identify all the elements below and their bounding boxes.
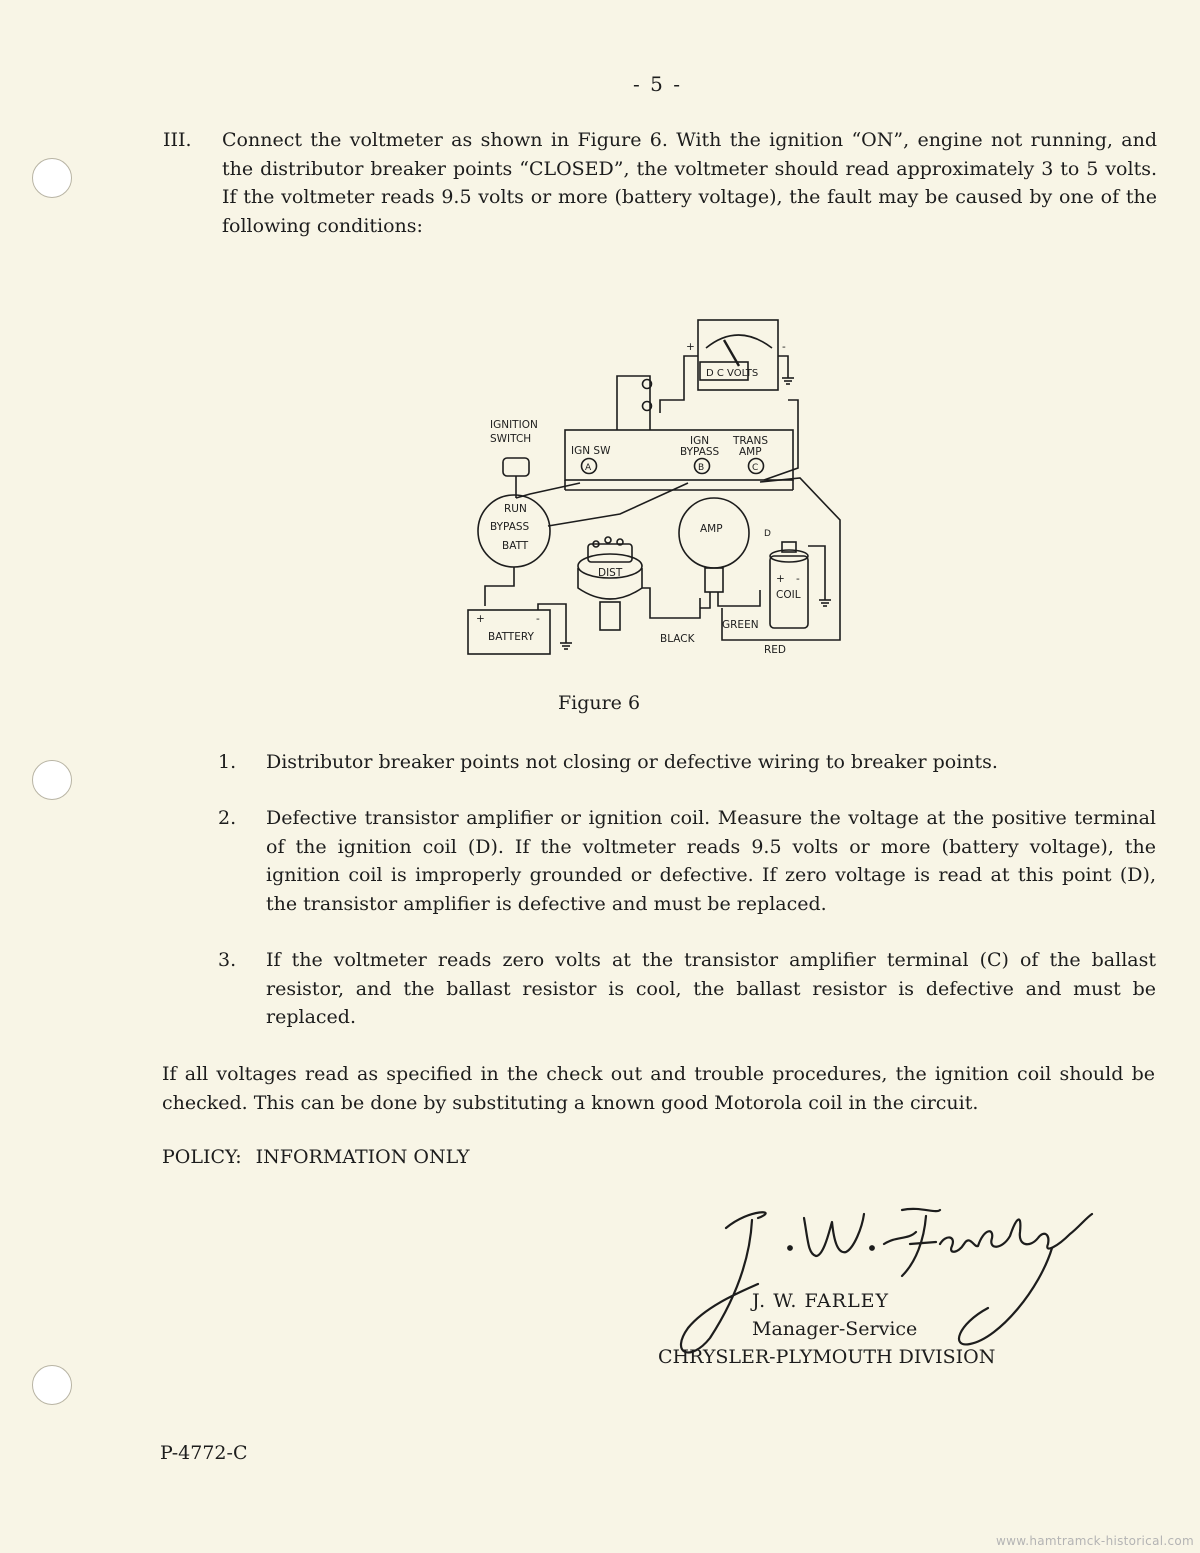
switch-bypass-label: BYPASS xyxy=(490,521,530,533)
coil-ground-wire xyxy=(808,546,825,600)
coil-label: COIL xyxy=(776,589,801,601)
trans-amp-label-1: TRANS xyxy=(733,435,768,447)
switch-batt-label: BATT xyxy=(502,540,529,552)
battery-plus-sign: + xyxy=(476,613,485,625)
ign-bypass-label-1: IGN xyxy=(690,435,710,447)
wire-black-label: BLACK xyxy=(660,633,695,645)
meter-plus-sign: + xyxy=(686,341,695,353)
wire-red-label: RED xyxy=(764,644,787,656)
wiring-diagram-svg xyxy=(460,318,860,668)
ignition-switch-label-1: IGNITION xyxy=(490,419,538,431)
handwritten-signature xyxy=(640,1188,1100,1368)
section-paragraph: Connect the voltmeter as shown in Figure 6. With the ignition “ON”, engine not running, and the distributor breaker points “CLOSED”, the voltmeter should read approximately 3 to 5 volts. If the voltmeter reads 9.5 volts or more (battery voltage), the fault may be caused by one of the following conditions: xyxy=(222,129,1157,237)
condition-text: If the voltmeter reads zero volts at the transistor amplifier terminal (C) of the ballast resistor, and the ballast resistor is cool, the ballast resistor is defective and must be replaced. xyxy=(266,949,1156,1028)
meter-positive-lead xyxy=(660,356,698,413)
punch-hole xyxy=(32,1365,72,1405)
ign-sw-label: IGN SW xyxy=(571,445,611,457)
signatory-title: Manager-Service xyxy=(752,1318,918,1340)
closing-paragraph: If all voltages read as specified in the check out and trouble procedures, the ignition coil should be checked. This can be done by substituting a known good Motorola coil in the circuit. xyxy=(162,1063,1155,1114)
meter-negative-lead xyxy=(778,356,788,378)
punch-hole xyxy=(32,760,72,800)
switch-run-label: RUN xyxy=(504,503,527,515)
signatory-name: J. W. FARLEY xyxy=(752,1290,890,1312)
dist-label: DIST xyxy=(598,567,623,579)
trans-amp-label-2: AMP xyxy=(739,446,762,458)
condition-number: 2. xyxy=(218,807,237,829)
ign-bypass-label-2: BYPASS xyxy=(680,446,720,458)
page-number: - 5 - xyxy=(633,72,682,96)
condition-text: Defective transistor amplifier or ignition coil. Measure the voltage at the positive terminal of the ignition coil (D). If the voltmeter reads 9.5 volts or more (battery voltage), the ignition coil is improperly grounded or defective. If zero voltage is read at this point (D), the transistor amplifier is defective and must be replaced. xyxy=(266,807,1156,915)
meter-scale xyxy=(706,335,772,348)
punch-hole xyxy=(32,158,72,198)
battery-label: BATTERY xyxy=(488,631,534,643)
condition-number: 3. xyxy=(218,949,237,971)
resistor-bracket xyxy=(617,376,650,430)
document-code: P-4772-C xyxy=(160,1442,248,1464)
condition-number: 1. xyxy=(218,751,237,773)
coil-plus-sign: + xyxy=(776,573,785,585)
policy-value: INFORMATION ONLY xyxy=(255,1146,470,1168)
terminal-c-label: C xyxy=(752,463,759,473)
amp-label: AMP xyxy=(700,523,723,535)
ignition-key xyxy=(503,458,529,476)
wiring-diagram xyxy=(460,318,860,668)
condition-text: Distributor breaker points not closing or defective wiring to breaker points. xyxy=(266,751,998,773)
meter-label: D C VOLTS xyxy=(706,368,759,379)
policy-line xyxy=(162,1146,470,1168)
terminal-d-label: D xyxy=(764,529,771,539)
wire-red xyxy=(722,478,840,640)
terminal-b-label: B xyxy=(698,463,705,473)
meter-minus-sign: - xyxy=(782,341,786,353)
terminal-a-label: A xyxy=(585,463,592,473)
policy-label: POLICY: xyxy=(162,1146,242,1168)
wire-green-label: GREEN xyxy=(722,619,759,631)
battery-minus-sign: - xyxy=(536,613,540,625)
coil-minus-sign: - xyxy=(796,573,800,585)
wire-green xyxy=(718,590,760,606)
ignition-switch-label-2: SWITCH xyxy=(490,433,532,445)
figure-caption: Figure 6 xyxy=(557,692,641,714)
wire-black xyxy=(642,588,700,618)
signatory-division: CHRYSLER-PLYMOUTH DIVISION xyxy=(658,1346,996,1368)
section-numeral: III. xyxy=(163,129,192,151)
watermark: www.hamtramck-historical.com xyxy=(996,1534,1194,1548)
wire-batt-to-battery xyxy=(485,567,514,606)
